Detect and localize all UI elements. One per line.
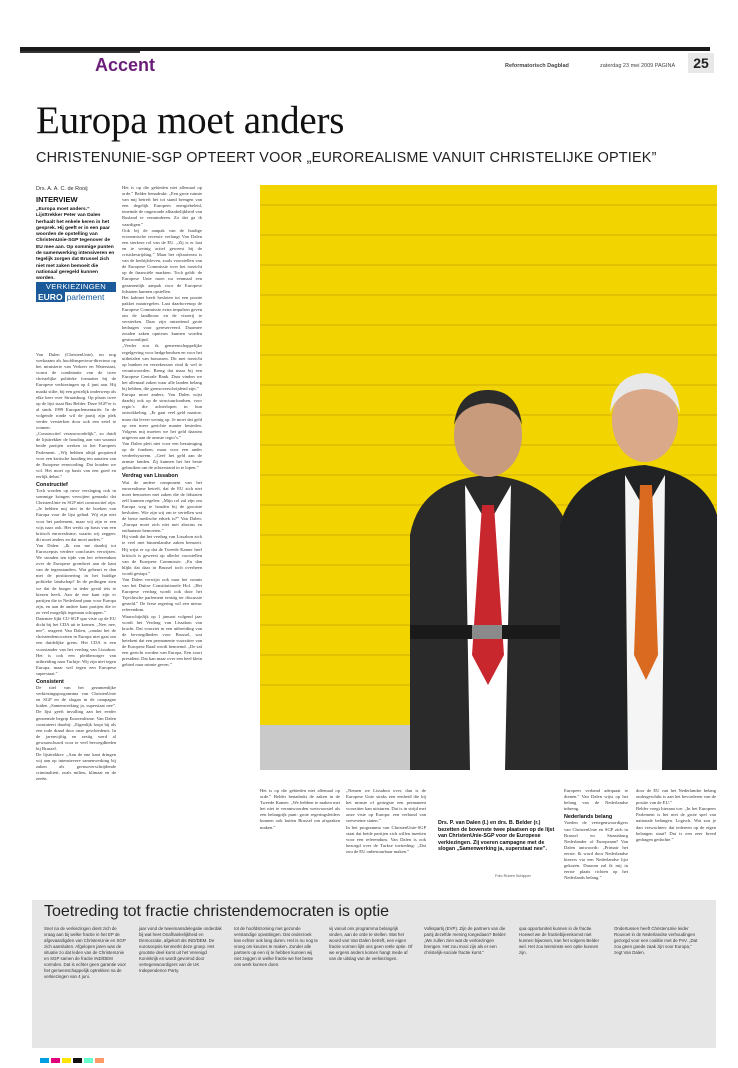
article-paragraph: Ook bij de aanpak van de huidige economische recessie verlangt Van Dalen een sterkere rol van de EU. „Zij is er laat en te weinig actief geweest bij de crisisbestrijding.” Maar het rijksniveau is van de bedrijfsleven, zoals voorstellen van de Europese Commissie over het toezicht op de financiële markten. Toch geldt: de Europese Unie moet nu eenmaal een gezamenlijk aanpak voor de Europese lidstaten kunnen opstellen. [122,227,202,294]
article-paragraph: Voeden de vertegenwoordigers van ChristenUnie en SGP zich in Brussel en Straatsburg Nederlander of Europeaan? Van Dalen antwoordt: „Primair het eerste. Ik word door Nederlandse kiezers via een Nederlandse lijst gekozen. Daarom zal ik mij in eerste plaats richten op het Nederlands belang.” [564,820,628,881]
sidebar-column-7: Ondertussen heeft ChristenUnie leider Rouvoet in de Nederlandse verhoudingen gezorgd voor een coalitie met de PvV. „Dat zou geen goede zaak zijn voor Europa,” zegt Van Dalen. [614,926,698,955]
article-paragraph: De titel van het gezamenlijke verkiezingsprogramma van ChristenUnie en SGP en de slogan in de campagne luiden „Samenwerking ja, superstaat nee”. De lijst geeft invulling aan het eerder genoemde begrip Eurorealisme. Van Dalen constateert daarbij: „Eigenlijk loopt hij als een rode draad door onze geschiedenis. In de jarenvijftig en zestig werd al gewaarschuwd voor te veel bevoegdheden bij Brussel. [36,685,116,751]
article-paragraph: „Verder zou ik gemeenschappelijke regelgeving voor hedgefondsen en voor het uitbetalen van bonussen. Dit met toezicht op banken en verzekeraars vind ik wel te verantwoorden. Breng dat maar bij een Europese Centrale Bank. Daar vinden we het allemaal zaken waar alle landen belang bij hebben, die grensoverschrijdend zijn.” [122,343,202,392]
article-column-1 [36,352,116,900]
sidebar-column-4: vij vanuit ons programma belangrijk vinden, aan de orde te stellen. Wat het woord van Van Dalen betreft, een eigen fractie vormen lijkt ons geen reële optie. Of we ergens anders komen hangt mede af van de uitslag van de verkiezingen. [329,926,413,961]
article-paragraph: Van Dalen pleit niet voor een bezuiniging op de fondsen, maar voor een ander verdeelsysteem. „Geef het geld aan de armste landen. Zij kunnen het het beste gebruiken om de achterstand in te lopen.” [122,440,202,471]
article-intro: „Europa moet anders.” Lijsttrekker Peter van Dalen herhaalt het enkele keren in het gesprek. Hij geeft er in een paar woorden de opstelling van ChristenUnie-SGP tegenover de EU mee aan. Op sommige punten de samenwerking intensiveren en tegelijk zorgen dat Brussel zich niet met zaken bemoeit die nationaal geregeld kunnen worden. [36,207,115,282]
photo-credit: Foto Ruben Schipper [495,874,531,878]
article-paragraph: Toch worden op ruwe verslaging ook in sommige kringen verwijten gemaakt dat ChristenUnie en SGP niet constructief zijn. „Je hebben mij niet in de boeken van Europa voor de lijst gehad. Wij zijn niet voor het parlement, maar wij zijn er een wijs naar ook. Het werkt op basis van een kritisch eurorealisme, waarin wij zeggen: dit moet anders en dat moet anders.” [36,488,116,542]
article-paragraph: Van Dalen: „Ik zou me daarbij tot Euroscepsis verdere conclusies verwijzen. We stonden ten tijde van het referendum over de Europese grondwet aan de kant van de tegenstanders. Wat gebeurt er dan met de positionering in het huidige politieke landschap? In de peilingen zien we dat de burger in ieder geval iets te kiezen heeft. Aan de ene kant zijn er partijen die in Nederland puur voor Europa zijn, en aan de andere kant partijen die er zo veel mogelijk tegenaan schoppen.” [36,542,116,615]
issue-date: zaterdag 23 mei 2009 PAGINA [600,63,676,69]
article-photo [260,185,717,770]
section-label: Accent [95,55,156,75]
article-paragraph: Europa moet anders. Van Dalen wijst daarbij ook op de structuurfondsen, voor regio’s die achterlopen in hun ontwikkeling. „Er gaat veel geld naartoe, maar dat levert weinig op. Je moet dat geld op een meer gerichte manier besteden. Volgens mij moeten we het geld daarom uitgeven aan de armste regio’s.” [122,392,202,440]
sidebar-column-2: jaar vond de tweemansdelegatie onderdak bij wat heet Onafhankelijkheid en Democratie, afgekort als IND/DEM. De euroscepsis kenmerkt deze groep. Het grootste deel komt uit het Verenigd Koninkrijk en wordt gevormd door vertegenwoordigers van de UK Independence Party. [139,926,222,973]
print-color-bar [40,1058,104,1063]
article-paragraph: Daarmee lijkt CU-SGP qua visie op de EU dicht bij het CDA uit te komen. „Nee, nee, nee”, reageert Van Dalen, „omdat het de christendemocraten in Europa niet gaat om een duidelijke grens. Het CDA is een voorstander van het verdrag van Lissabon. Het is ook een pleitbezorger van uitbreiding naar Turkije. Wij zijn niet tegen Europa, maar wel tegen een Europese superstaat.” [36,616,116,676]
headline: Europa moet anders [36,99,345,142]
byline-author: Drs. A. A. C. de Rooij [36,186,88,192]
article-paragraph: Het is op die gebieden niet allemaal op orde.” Belder benadrukt de zaken in de Tweede Kamer: „We hebben te maken met het niet te verantwoorden wetsvoorstel als een belangrijk punt: grote regeringsleiders kunnen ook buiten Brussel om afspraken maken.” [260,788,340,830]
article-paragraph: door de EU van het Nederlandse belang ondergeschikt is aan het bevorderen van de positie van de EU.” [636,788,716,806]
article-paragraph: Hij vindt dat het verdrag van Lissabon zich te veel met binnenlandse zaken bemoeit. Hij wijst er op dat de Tweede Kamer heel kritisch is geweest op allerlei voorstellen van de Europese Commissie. „En dan blijkt dat daar in Brussel toch overheen wordt gestapt.” [122,534,202,576]
sidebar-title: Toetreding tot fractie christendemocraten is optie [44,903,390,920]
article-paragraph: Europees verband adequaat te dienen.” Van Dalen wijst op het belang van de Nederlandse inbreng. [564,788,628,812]
newspaper-name: Reformatorisch Dagblad [505,63,569,69]
article-subhead: Nederlands belang [564,814,613,821]
article-paragraph: „Nemen we Lissabon over, dan is de Europese Unie straks een eenheid die bij het minste of geringste een permanent voorzitter kan uitsturen. Dat is in strijd met onze visie op Europa: een verbond van soevereine staten.” [346,788,426,824]
article-paragraph: Belder voegt hieraan toe: „In het Europees Parlement is het niet de grote spel van nationale belangen. Logisch. Wat zou je dan verwachten: dat iedereen op de eigen belangen staat? Dat is een zeer breed gedragen gedachte.” [636,806,716,842]
europarlement-badge [36,292,116,303]
photo-caption: Drs. P. van Dalen (l.) en drs. B. Belder (r.) bezetten de bovenste twee plaatsen op de lijst van ChristenUnie-SGP voor de Europese verkiezingen. Zij voeren campagne met de slogan „Samenwerking ja, superstaat nee”. [438,820,555,852]
article-paragraph: Het kabinet heeft besloten tot een pronte pakket maatregelen. Laat daarbovenop de Europese Commissie extra impulsen geven om de landbouw en de visserij te versterken. Daar zijn ontzettend grote bedragen voor gereserveerd. Daarmee zouden zaken opnieuw kunnen worden gestroomlijnd. [122,294,202,343]
elections-badge: VERKIEZINGEN [36,282,116,292]
masthead-accent-rule [20,51,140,53]
article-column-3 [260,788,340,896]
article-paragraph: Waarschijnlijk op 1 januari volgend jaar wordt het Verdrag van Lissabon van kracht. Dat voorziet in een uitbreiding van de bevoegdheden voor Brussel, wat betekent dat een permanente voorzitter van de Europese Raad wordt benoemd. „De zal een gezicht worden van Europa. Een soort president. Dat kan maar over een heel klein gebied naar ruimte geven.” [122,613,202,668]
sidebar-column-6: qua opportuniteit kunnen in de fractie. Hoewel we de fractiebijeenkomst niet kunnen bijwonen, kan het volgens Belder wel. Het zou tenminste een optie kunnen zijn. [519,926,600,955]
sidebar-column-5: Volkspartij (EVP). Zijn de partners van die partij dezelfde mening toegedaan? Belder: „We zullen zien wat de verkiezingen brengen. Het zou mooi zijn als er een christelijk-sociale fractie komt.” [424,926,507,955]
article-subhead: Verdrag van Lissabon [122,473,179,480]
page-number: 25 [688,53,714,73]
byline-type: INTERVIEW [36,195,78,204]
masthead-rule [20,47,710,51]
article-paragraph: In het programma van ChristenUnie-SGP staat dat beide partijen zich willen inzetten voor een referendum. Van Dalen is ook bezorgd over de Turkse toetreding: „Dat zou de EU onbestuurbaar maken.” [346,824,426,854]
subheadline: CHRISTENUNIE-SGP OPTEERT VOOR „EUROREALISME VANUIT CHRISTELIJKE OPTIEK” [36,150,657,166]
article-subhead: Consistent [36,678,64,685]
article-column-4 [346,788,426,896]
article-subhead: Constructief [36,481,68,488]
article-column-7 [636,788,716,896]
article-column-6 [564,788,628,896]
sidebar-column-1: Snel na de verkiezingen dient zich de vraag aan bij welke fractie in het EP de afgevaardigden van ChristenUnie en SGP zich aansluiten. Afgelopen jaren was de situatie zo dat leden van de ChristenUnie en SGP samen de fractie IND/DEM vormden. Dat is echter geen garantie voor het gemeenschappelijk optrekken na de verkiezingen van 4 juni. [44,926,127,979]
parlement-label: parlement [66,292,105,302]
article-paragraph: Van Dalen verwijst ook naar het vonnis van het Duitse Constitutionele Hof. „Het Europese verdrag wordt ook door het Tsjechische parlement ernstig ter discussie gesteld.” De Ierse regering wil een nieuw referendum. [122,577,202,613]
euro-mark: EURO [38,292,63,302]
article-paragraph: Het is op die gebieden niet allemaal op orde.” Belder benadrukt: „Een grote ruimte van mij betreft het tot stand brengen van een degelijk Europees energiebeleid, teneinde de ongezonde afhankelijkheid van Rusland te verminderen. Zo dat ga ik vaardigen.” [122,185,202,227]
article-paragraph: De lijsttrekker: „Aan de ene kant dringen wij aan op intensievere samenwerking bij zaken als grensoverschrijdende criminaliteit, zoals milieu, klimaat en de zeeën. [36,752,116,782]
sidebar-column-3: tot de hoofdstroming met gezonde verstandige opvattingen. Dat onderzoek kan echter ook lang duren. Het is nu nog te vroeg om keuzes te maken. Zonder alle partners op een rij te hebben kunnen wij niet zeggen in welke fractie we het beste ons werk kunnen doen. [234,926,318,967]
article-paragraph: „Constructief veranwoordelijk”, zo duidt de lijsttrekker de houding aan van waaruit beide partijen werken in het Europees Parlement. „Wij hebben altijd geopteerd voor een kritische houding ten aanzien van de Europese eenwording. Dat houden we vol. Het moet op basis van een goed en eerlijk debat.” [36,431,116,479]
article-paragraph: Wat de andere component van het eurorealisme betreft, dat de EU zich niet moet bemoeien met zaken die de lidstaten zelf kunnen regelen: „Mijn rol zal zijn om Europa weg te houden bij de grootste besluiten. Wie zijn wij om te vertellen wat de beste medische ethiek is?” Van Dalen: „Europa moet zich niet met abortus en euthanasie bemoeien.” [122,479,202,534]
article-column-2 [122,185,202,785]
article-paragraph: Van Dalen (ChristenUnie), nu nog werkzaam als hoofdinspecteur-directeur op het ministerie van Verkeer en Waterstaat, vormt de combinatie van de twee christelijke politieke formaties bij de Europese verkiezingen op 4 juni aan. Hij maakt stilte, bij een gestelijk onderwerp als elke keer over Straatsburg. Op plaats twee op de lijst staat Bas Belder. Deze SGP’er is al sinds 1999 Europarlementariër. In de volgende ronde wil de partij zijn plek verder versterken door ook een zetel te winnen. [36,352,116,431]
